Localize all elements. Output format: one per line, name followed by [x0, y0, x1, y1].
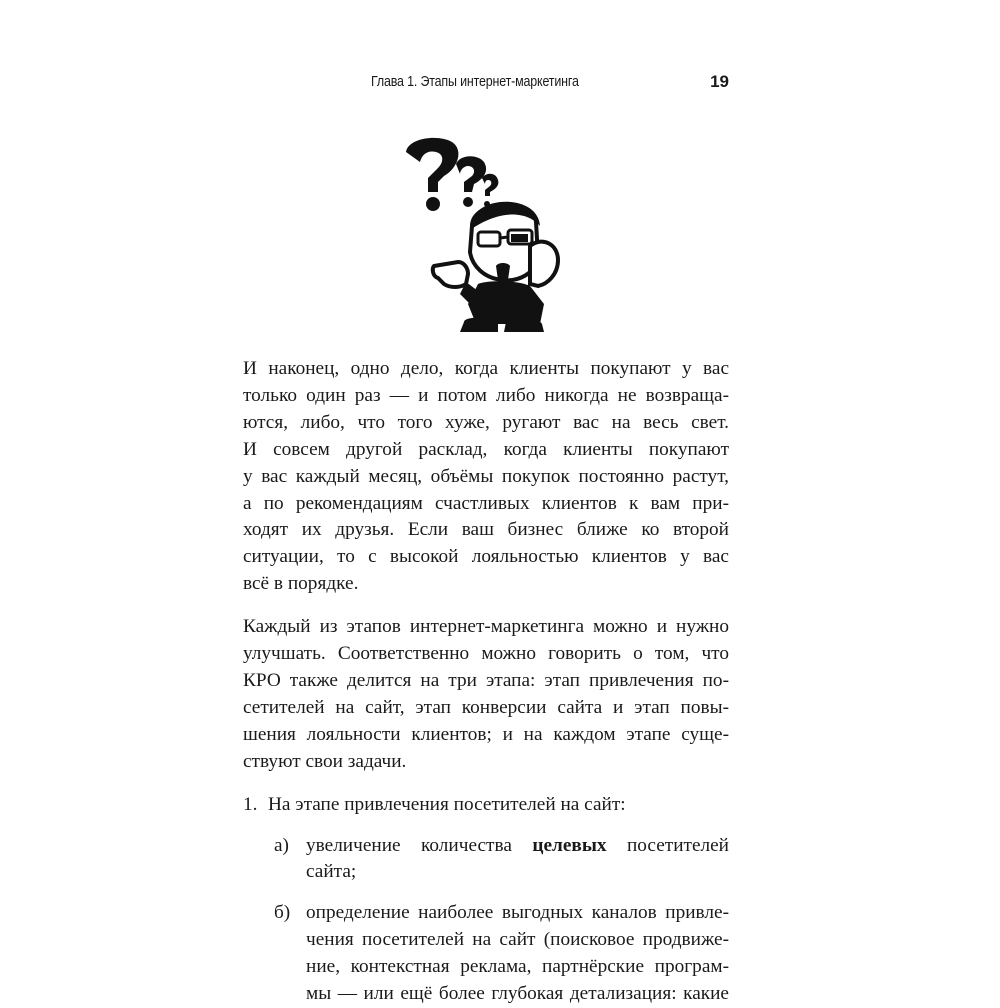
text-line: сайта;	[306, 861, 357, 883]
text-line: И наконец, одно дело, когда клиенты покупают у вас	[243, 358, 729, 379]
running-header	[371, 72, 731, 98]
text-line: мы — или ещё более глубокая детализация: какие	[306, 983, 729, 1005]
text-fragment: посетителей	[626, 834, 730, 856]
text-line: чения посетителей на сайт (поисковое продвиже-	[306, 929, 729, 951]
sub-item-a	[274, 833, 729, 887]
text-line: ствуют свои задачи.	[243, 750, 407, 772]
paragraph-2	[243, 614, 729, 775]
sub-item-letter: а)	[274, 834, 289, 856]
text-line: всё в порядке.	[243, 573, 359, 595]
text-line: шения лояльности клиентов; и на каждом этапе суще-	[243, 723, 729, 745]
bold-word: целевых	[532, 834, 607, 856]
text-line: Каждый из этапов интернет-маркетинга можно и нужно	[243, 616, 729, 638]
body-text	[243, 356, 729, 1008]
list-number: 1.	[243, 793, 258, 815]
text-line: КРО также делится на три этапа: этап привлечения по-	[243, 669, 729, 691]
chapter-title: Глава 1. Этапы интернет-маркетинга	[371, 74, 579, 90]
text-line: сетителей на сайт, этап конверсии сайта и этап повы-	[243, 696, 729, 718]
text-line: И совсем другой расклад, когда клиенты покупают	[243, 438, 729, 460]
text-line: улучшать. Соответственно можно говорить о том, что	[243, 643, 729, 665]
text-line: определение наиболее выгодных каналов привле-	[306, 902, 729, 924]
text-fragment: увеличение количества	[306, 834, 512, 856]
text-line: ходят их друзья. Если ваш бизнес ближе ко второй	[243, 519, 729, 541]
list-item-1	[243, 792, 729, 819]
text-line: ние, контекстная реклама, партнёрские програм-	[306, 956, 729, 978]
sub-item-letter: б)	[274, 902, 291, 924]
text-line: у вас каждый месяц, объёмы покупок постоянно растут,	[243, 465, 729, 487]
list-item-text: На этапе привлечения посетителей на сайт:	[268, 793, 626, 815]
sub-item-b	[274, 900, 729, 1008]
text-line: только один раз — и потом либо никогда не возвраща-	[243, 384, 729, 406]
page-number: 19	[710, 72, 729, 91]
text-line: ются, либо, что того хуже, ругают вас на весь свет.	[243, 411, 729, 433]
confused-man-icon	[398, 134, 588, 334]
text-line: ситуации, то с высокой лояльностью клиентов у вас	[243, 546, 729, 568]
text-line: а по рекомендациям счастливых клиентов к вам при-	[243, 492, 729, 514]
paragraph-1	[243, 356, 729, 598]
text-line	[306, 833, 729, 860]
